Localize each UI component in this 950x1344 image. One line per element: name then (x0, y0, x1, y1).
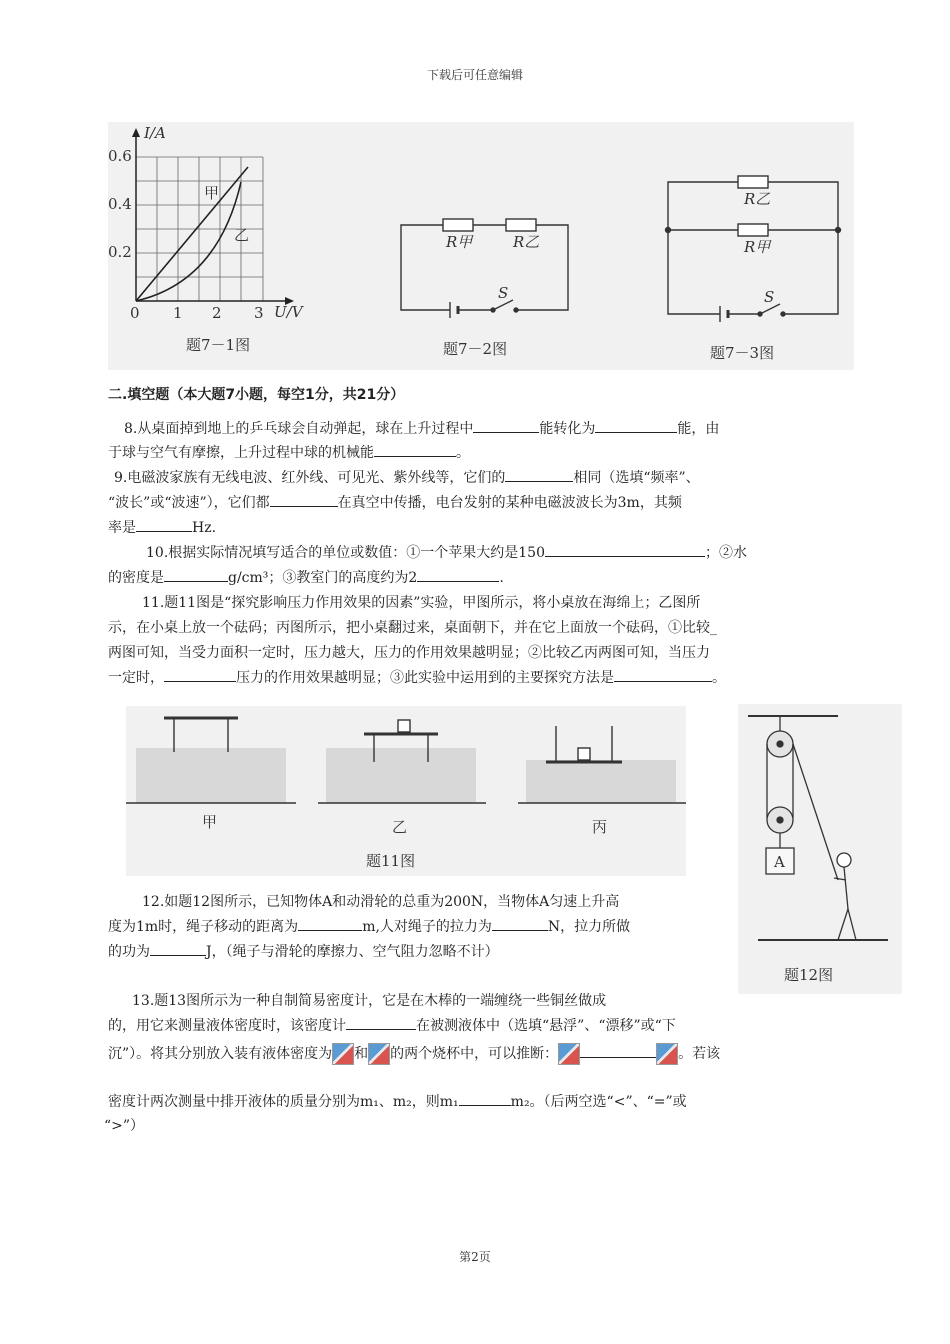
page-header: 下载后可任意编辑 (426, 68, 523, 82)
q8-line2: 于球与空气有摩擦，上升过程中球的机械能 。 (108, 441, 470, 465)
x-tick: 0 (130, 304, 140, 322)
q10-line1: 10.根据实际情况填写适合的单位或数值：①一个苹果大约是150 ；②水 (146, 541, 747, 565)
series-circuit (401, 219, 568, 318)
label-jia: 甲 (202, 813, 218, 831)
x-tick: 3 (254, 304, 264, 322)
q12-line2: 度为1m时，绳子移动的距离为 m,人对绳子的拉力为 N，拉力所做 (108, 915, 630, 939)
q9-line3: 率是 Hz. (108, 516, 216, 540)
figure-q11 (126, 706, 686, 876)
q11-line2: 示，在小桌上放一个砝码；丙图所示，把小桌翻过来，桌面朝下，并在它上面放一个砝码，①比较_ (108, 620, 717, 636)
label-bing: 丙 (592, 818, 608, 836)
q9-line1: 9.电磁波家族有无线电波、红外线、可见光、紫外线等，它们的 相同（选填“频率”、 (114, 466, 700, 490)
x-tick: 2 (212, 304, 222, 322)
switch-label: S (498, 284, 509, 302)
q13-line3: 沉”）。将其分别放入装有液体密度为 和 的两个烧杯中，可以推断： 。若该 (108, 1042, 720, 1066)
q13-line2: 的，用它来测量液体密度时，该密度计 在被测液体中（选填“悬浮”、“漂移”或“下 (108, 1014, 676, 1038)
x-axis-label: U/V (274, 303, 303, 321)
iu-graph (108, 124, 305, 354)
resistor-label: R乙 (744, 190, 771, 208)
resistor-label: R甲 (744, 238, 771, 256)
figure-q12 (738, 704, 902, 994)
resistor-label: R乙 (513, 233, 540, 251)
x-tick: 1 (173, 304, 183, 322)
q11-line1: 11.题11图是“探究影响压力作用效果的因素”实验，甲图所示，将小桌放在海绵上；乙图所 (142, 595, 701, 611)
q11-line4: 一定时， 压力的作用效果越明显；③此实验中运用到的主要探究方法是 。 (108, 666, 726, 690)
fig-caption: 题11图 (366, 852, 416, 870)
fig-caption: 题7－3图 (710, 344, 775, 362)
sponge-table-figure (126, 706, 686, 876)
q12-line1: 12.如题12图所示，已知物体A和动滑轮的总重为200N，当物体A匀速上升高 (142, 894, 620, 910)
page-number: 第2页 (459, 1250, 491, 1264)
fig-caption: 题7－2图 (443, 340, 508, 358)
rho2-image-icon (368, 1043, 390, 1065)
y-tick: 0.4 (108, 195, 132, 213)
curve-label-yi: 乙 (234, 226, 250, 244)
rho1-image-icon (332, 1043, 354, 1065)
circuit-figures (108, 122, 854, 370)
y-tick: 0.6 (108, 147, 132, 165)
pulley-figure (738, 704, 902, 994)
y-axis-label: I/A (144, 124, 166, 142)
q13-line1: 13.题13图所示为一种自制简易密度计，它是在木棒的一端缠绕一些铜丝做成 (132, 993, 607, 1009)
q11-line3: 两图可知，当受力面积一定时，压力越大，压力的作用效果越明显；②比较乙丙两图可知，当压力 (108, 645, 710, 661)
y-tick: 0.2 (108, 243, 132, 261)
fig-caption: 题7－1图 (186, 336, 251, 354)
q10-line2: 的密度是 g/cm³；③教室门的高度约为2 . (108, 566, 504, 590)
q13-line5: “>”） (104, 1118, 145, 1134)
object-label: A (774, 853, 785, 871)
resistor-label: R甲 (446, 233, 473, 251)
switch-label: S (764, 288, 775, 306)
label-yi: 乙 (392, 818, 408, 836)
rho2-image-icon (656, 1043, 678, 1065)
figure-strip-q7 (108, 122, 854, 370)
rho1-image-icon (558, 1043, 580, 1065)
q12-line3: 的功为 J，（绳子与滑轮的摩擦力、空气阻力忽略不计） (108, 940, 499, 964)
curve-label-jia: 甲 (204, 184, 220, 202)
section-title: 二.填空题（本大题7小题，每空1分，共21分） (108, 387, 405, 403)
q13-line4: 密度计两次测量中排开液体的质量分别为m₁、m₂，则m₁ m₂。（后两空选“<”、“=”或 (108, 1090, 687, 1114)
q8-line1: 8.从桌面掉到地上的乒乓球会自动弹起，球在上升过程中 能转化为 能，由 (124, 417, 719, 441)
q9-line2: “波长”或“波速”），它们都 在真空中传播，电台发射的某种电磁波波长为3m，其频 (108, 491, 682, 515)
fig-caption: 题12图 (784, 966, 834, 984)
